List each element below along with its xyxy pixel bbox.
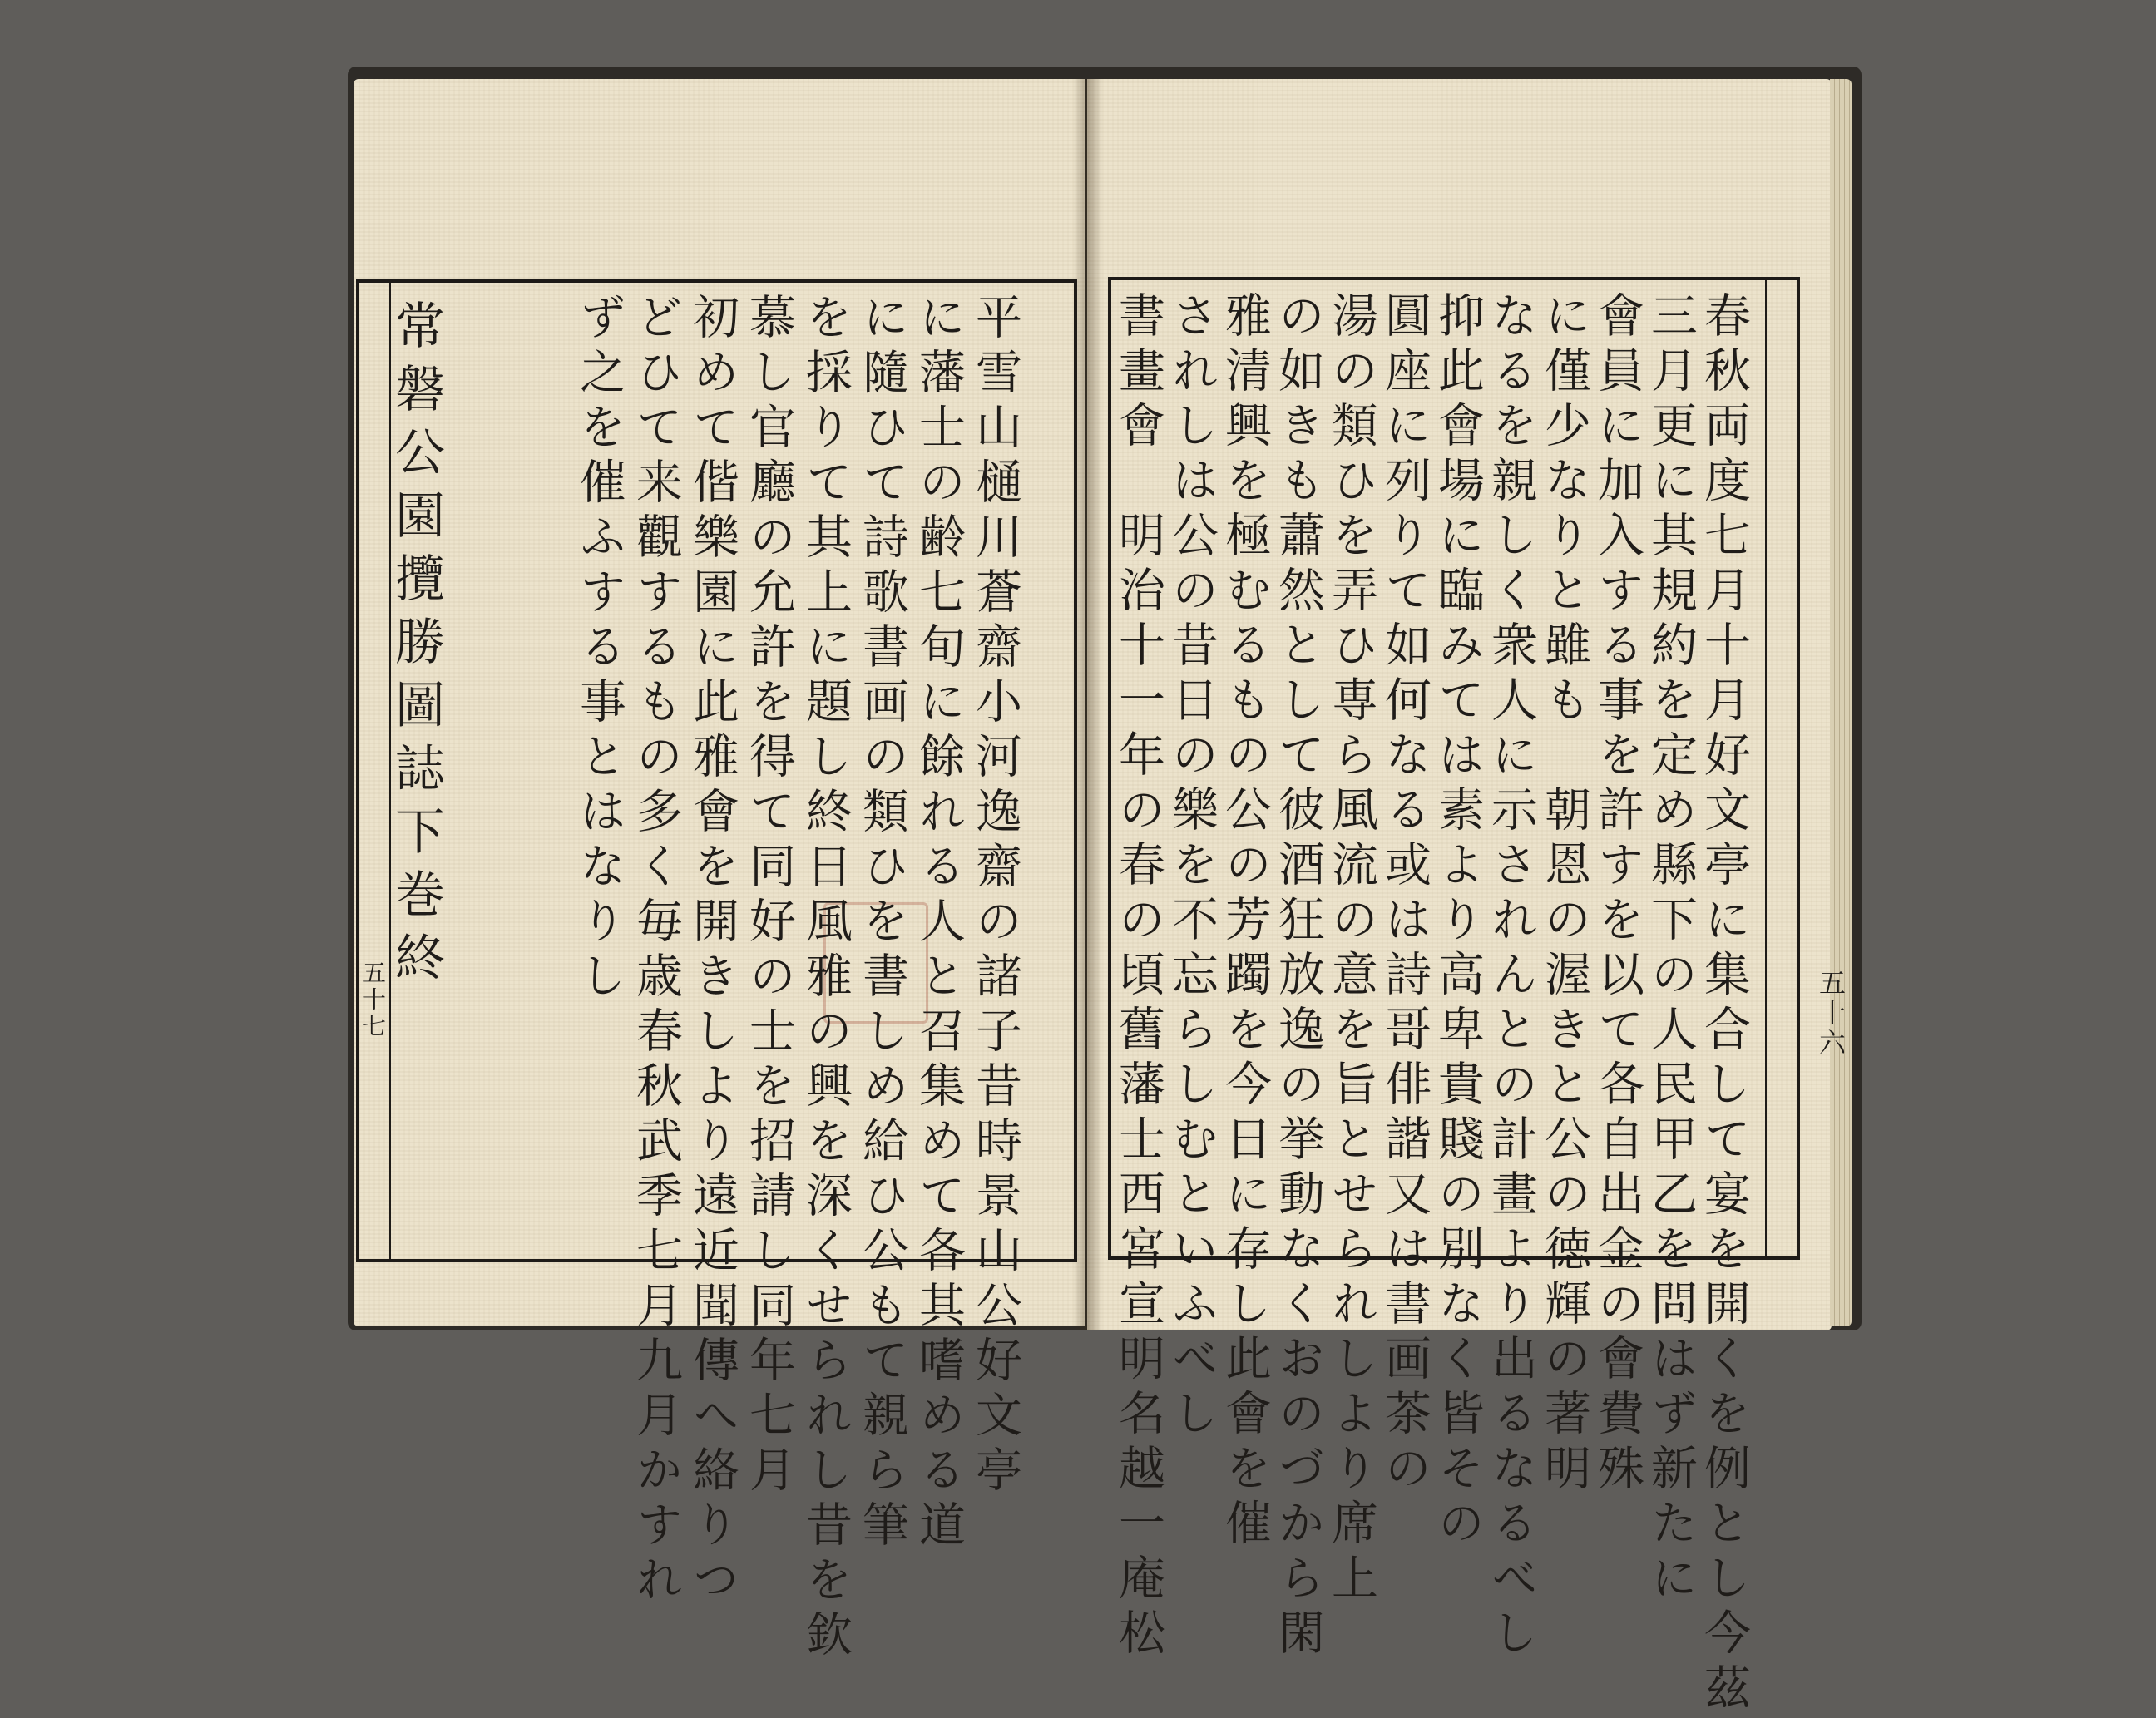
book-gutter <box>1073 79 1103 1330</box>
page-edges <box>1830 79 1852 1326</box>
right-folio: 五十六 <box>1815 969 1847 1059</box>
right-text-column: 春秋両度七月十月好文亭に集合して宴を開くを例とし今茲 <box>1697 291 1751 1718</box>
left-text-column: 初めて偕樂園に此雅會を開きしより遠近聞傳へ絡りつ <box>685 293 739 1610</box>
left-text-column: に藩士の齢七旬に餘れる人と召集めて各其嗜める道 <box>912 293 966 1555</box>
right-text-column: 圓座に列りて如何なる或は詩哥俳諧又は書画茶の <box>1377 291 1432 1498</box>
right-text-column: に僅少なりと雖も 朝恩の渥きと公の徳輝の著明 <box>1537 291 1591 1498</box>
left-text-column: を採りて其上に題し終日風雅の興を深くせられし昔を欽 <box>799 293 853 1665</box>
volume-end-title: 常磐公園攬勝圖誌下巻終 <box>387 299 445 995</box>
right-text-column: 書畫會 明治十一年の春の頃舊藩士西宮宣明名越一庵松 <box>1111 291 1165 1663</box>
left-text-column: 平雪山樋川蒼齋小河逸齋の諸子昔時景山公好文亭 <box>968 293 1022 1500</box>
right-text-column: 會員に加入する事を許すを以て各自出金の會費殊 <box>1590 291 1644 1498</box>
right-text-column: 雅清興を極むるもの公の芳躅を今日に存し此會を催 <box>1218 291 1272 1553</box>
left-text-column: 慕し官廳の允許を得て同好の士を招請し同年七月 <box>742 293 796 1500</box>
right-text-column: 抑此會場に臨みては素より高卑貴賤の別なく皆その <box>1431 291 1485 1553</box>
left-folio: 五十七 <box>359 960 387 1040</box>
left-text-column: ず之を催ふする事とはなりし <box>572 293 626 1006</box>
left-text-column: に隨ひて詩歌書画の類ひを書しめ給ひ公もて親ら筆 <box>855 293 909 1555</box>
right-text-column: されしは公の昔日の樂を不忘らしむといふべし <box>1165 291 1219 1444</box>
right-text-column: の如きも蕭然として彼酒狂放逸の挙動なくおのづから閑 <box>1271 291 1325 1663</box>
right-frame-inner-rule <box>1765 277 1767 1260</box>
right-text-column: 湯の類ひを弄ひ専ら風流の意を旨とせられしより席上 <box>1324 291 1378 1608</box>
right-text-column: なるを親しく衆人に示されんとの計畫より出るなるべし <box>1484 291 1538 1663</box>
right-text-column: 三月更に其規約を定め縣下の人民甲乙を問はず新たに <box>1644 291 1698 1608</box>
left-text-column: どひて来觀するもの多く毎歳春秋武季七月九月かすれ <box>629 293 683 1610</box>
